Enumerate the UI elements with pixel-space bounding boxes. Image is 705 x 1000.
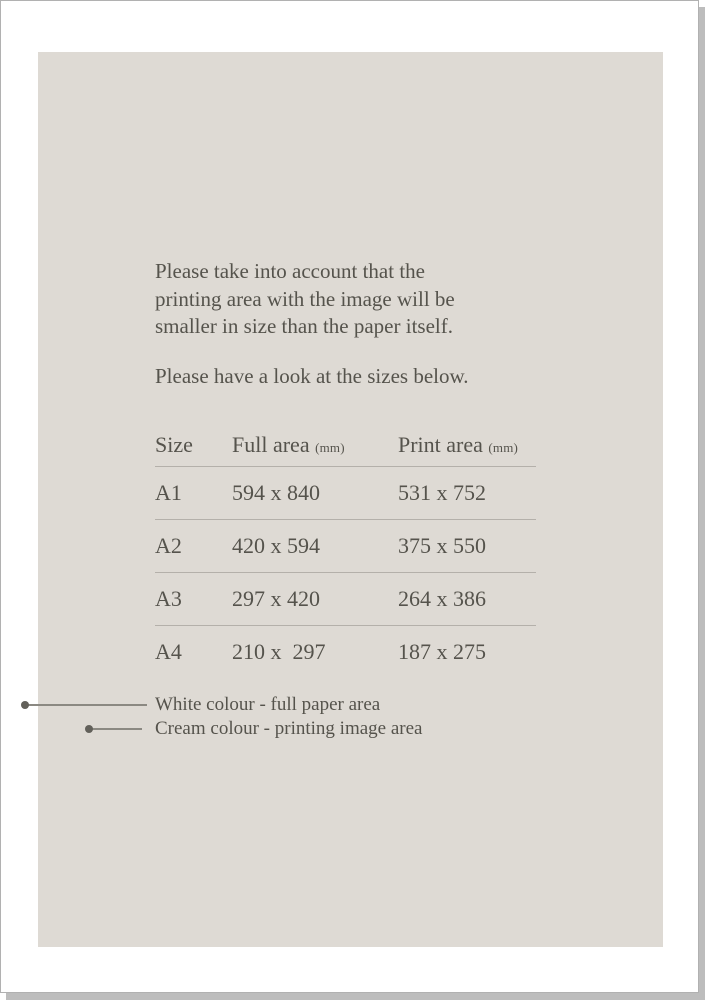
sizes-table — [155, 424, 536, 678]
legend-dot-white — [21, 701, 29, 709]
legend-dot-cream — [85, 725, 93, 733]
full-area-value: 210 x 297 — [232, 639, 326, 664]
legend-line-white — [25, 704, 147, 706]
print-area-value: 531 x 752 — [398, 480, 486, 505]
intro-line: smaller in size than the paper itself. — [155, 314, 453, 338]
header-size: Size — [155, 432, 193, 457]
size-label: A4 — [155, 639, 182, 664]
header-print-area-unit: (mm) — [488, 440, 519, 455]
print-area-value: 375 x 550 — [398, 533, 486, 558]
print-area-value: 187 x 275 — [398, 639, 486, 664]
sizes-subtitle: Please have a look at the sizes below. — [155, 364, 469, 388]
header-full-area — [232, 432, 398, 458]
print-area-value: 264 x 386 — [398, 586, 486, 611]
size-label: A1 — [155, 480, 182, 505]
header-full-area-label: Full area — [232, 432, 310, 457]
table-header-row — [155, 424, 536, 467]
legend-label-white: White colour - full paper area — [155, 694, 381, 715]
intro-line: printing area with the image will be — [155, 286, 455, 311]
full-area-value: 297 x 420 — [232, 586, 320, 611]
table-row — [155, 573, 536, 626]
full-area-value: 594 x 840 — [232, 480, 320, 505]
table-row — [155, 520, 536, 573]
intro-line: Please take into account that the — [155, 259, 425, 283]
size-label: A3 — [155, 586, 182, 611]
legend-label-cream: Cream colour - printing image area — [155, 718, 423, 739]
legend-line-cream — [89, 728, 142, 730]
table-row — [155, 626, 536, 678]
full-area-value: 420 x 594 — [232, 533, 320, 558]
intro-paragraph — [155, 258, 455, 341]
header-print-area — [398, 432, 536, 458]
header-print-area-label: Print area — [398, 432, 483, 457]
table-row — [155, 467, 536, 520]
size-label: A2 — [155, 533, 182, 558]
header-full-area-unit: (mm) — [315, 440, 345, 455]
